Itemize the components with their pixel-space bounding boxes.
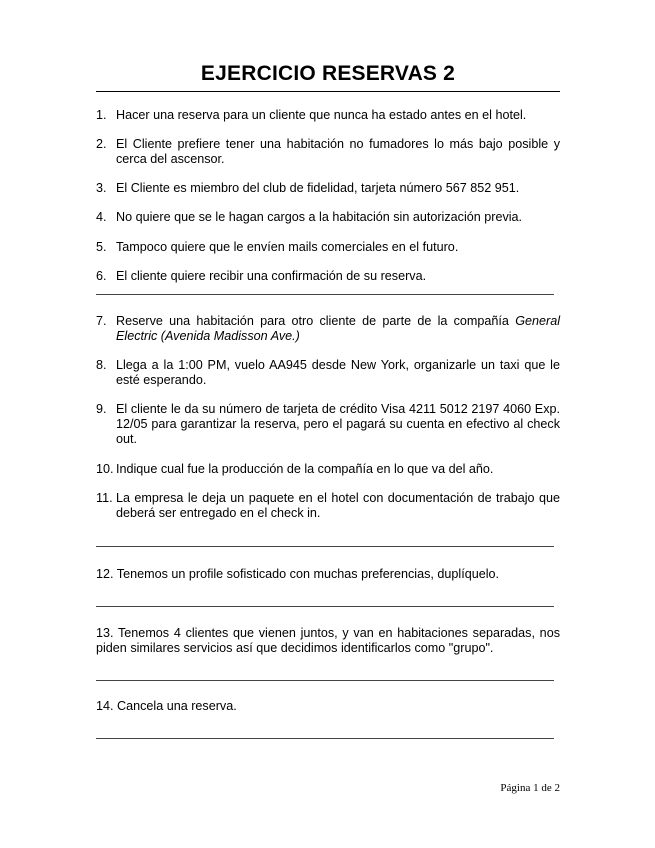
list-item-3 — [96, 181, 560, 196]
item-text: La empresa le deja un paquete en el hotel con documentación de trabajo que deberá ser entregado en el check in. — [116, 491, 560, 520]
item-text: El Cliente prefiere tener una habitación no fumadores lo más bajo posible y cerca del ascensor. — [116, 137, 560, 166]
separator-line — [96, 546, 554, 547]
item-number: 8. — [96, 358, 107, 372]
item-text: El cliente le da su número de tarjeta de crédito Visa 4211 5012 2197 4060 Exp. 12/05 para garantizar la reserva, pero el pagará su cuenta en efectivo al check out. — [116, 402, 560, 446]
list-item-14 — [96, 699, 560, 714]
item-text: Tampoco quiere que le envíen mails comerciales en el futuro. — [116, 240, 459, 254]
list-item-12 — [96, 567, 560, 582]
title-underline — [96, 91, 560, 92]
list-item-4 — [96, 210, 560, 225]
item-text: 14. Cancela una reserva. — [96, 699, 237, 713]
list-item-1 — [96, 108, 560, 123]
item-text: No quiere que se le hagan cargos a la habitación sin autorización previa. — [116, 210, 523, 224]
list-item-11 — [96, 491, 560, 521]
page-number: Página 1 de 2 — [500, 782, 560, 794]
item-text: El cliente quiere recibir una confirmación de su reserva. — [116, 269, 427, 283]
item-number: 2. — [96, 137, 107, 151]
item-number: 6. — [96, 269, 107, 283]
separator-line — [96, 606, 554, 607]
separator-line — [96, 294, 554, 295]
item-text: Hacer una reserva para un cliente que nunca ha estado antes en el hotel. — [116, 108, 527, 122]
item-number: 10. — [96, 462, 114, 476]
item-number: 3. — [96, 181, 107, 195]
list-item-10 — [96, 462, 560, 477]
separator-line — [96, 738, 554, 739]
item-number: 9. — [96, 402, 107, 416]
list-item-2 — [96, 137, 560, 167]
item-number: 1. — [96, 108, 107, 122]
item-text: 13. Tenemos 4 clientes que vienen juntos, y van en habitaciones separadas, nos piden similares servicios así que decidimos identificarlos como "grupo". — [96, 626, 560, 655]
item-text-plain: Reserve una habitación para otro cliente de parte de la compañía — [116, 314, 516, 328]
item-number: 5. — [96, 240, 107, 254]
list-item-9 — [96, 402, 560, 447]
separator-line — [96, 680, 554, 681]
list-item-8 — [96, 358, 560, 388]
item-number: 7. — [96, 314, 107, 328]
item-number: 11. — [96, 491, 113, 505]
list-item-7 — [96, 314, 560, 344]
company-name: General Electric (Avenida Madisson Ave.) — [116, 314, 560, 343]
list-item-6 — [96, 269, 560, 284]
item-text: Indique cual fue la producción de la compañía en lo que va del año. — [116, 462, 494, 476]
item-text — [116, 314, 560, 344]
item-number: 4. — [96, 210, 107, 224]
item-text: Llega a la 1:00 PM, vuelo AA945 desde New York, organizarle un taxi que le esté esperando. — [116, 358, 560, 387]
page-title: EJERCICIO RESERVAS 2 — [200, 62, 456, 85]
list-item-5 — [96, 240, 560, 255]
item-text: El Cliente es miembro del club de fidelidad, tarjeta número 567 852 951. — [116, 181, 520, 195]
item-text: 12. Tenemos un profile sofisticado con muchas preferencias, duplíquelo. — [96, 567, 500, 581]
list-item-13 — [96, 626, 560, 656]
